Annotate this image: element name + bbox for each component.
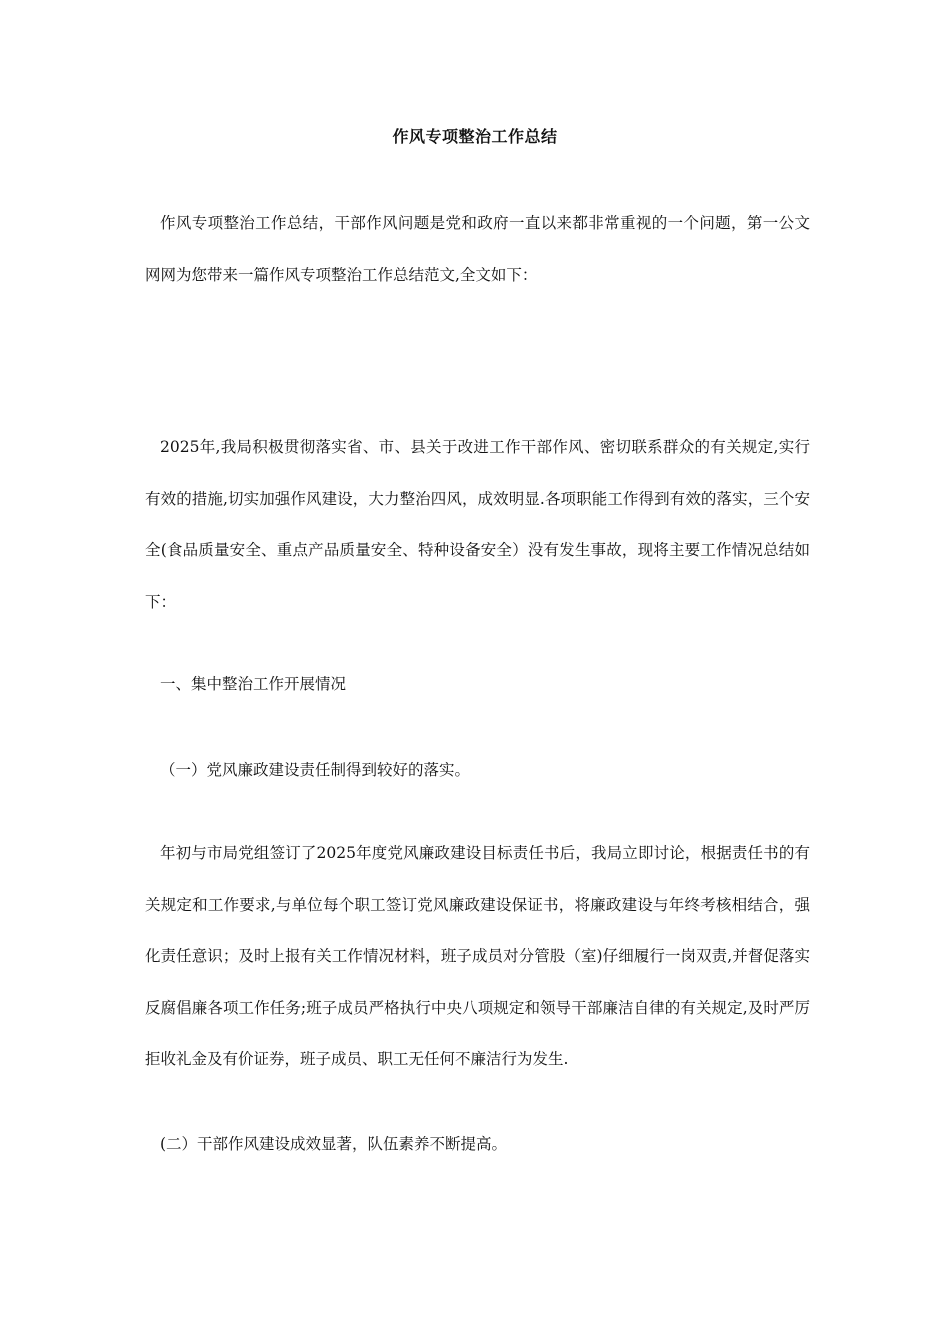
subsection-1-paragraph: 年初与市局党组签订了2025年度党风廉政建设目标责任书后，我局立即讨论，根据责任书的有关规定和工作要求,与单位每个职工签订党风廉政建设保证书，将廉政建设与年终考核相结合，强化责任意识；及时上报有关工作情况材料，班子成员对分管股（室)仔细履行一岗双责,并督促落实反腐倡廉各项工作任务;班子成员严格执行中央八项规定和领导干部廉洁自律的有关规定,及时严厉拒收礼金及有价证券，班子成员、职工无任何不廉洁行为发生.	[145, 844, 810, 1068]
document-title: 作风专项整治工作总结	[392, 127, 558, 146]
section-heading-1: 一、集中整治工作开展情况	[160, 675, 347, 693]
subsection-heading-2: (二）干部作风建设成效显著，队伍素养不断提高。	[160, 1135, 508, 1153]
intro-paragraph: 作风专项整治工作总结，干部作风问题是党和政府一直以来都非常重视的一个问题，第一公文网网为您带来一篇作风专项整治工作总结范文,全文如下：	[145, 214, 810, 284]
subsection-heading-1: （一）党风廉政建设责任制得到较好的落实。	[160, 761, 471, 779]
overview-paragraph: 2025年,我局积极贯彻落实省、市、县关于改进工作干部作风、密切联系群众的有关规定,实行有效的措施,切实加强作风建设，大力整治四风，成效明显.各项职能工作得到有效的落实，三个安全(食品质量安全、重点产品质量安全、特种设备安全）没有发生事故，现将主要工作情况总结如下：	[145, 438, 810, 611]
